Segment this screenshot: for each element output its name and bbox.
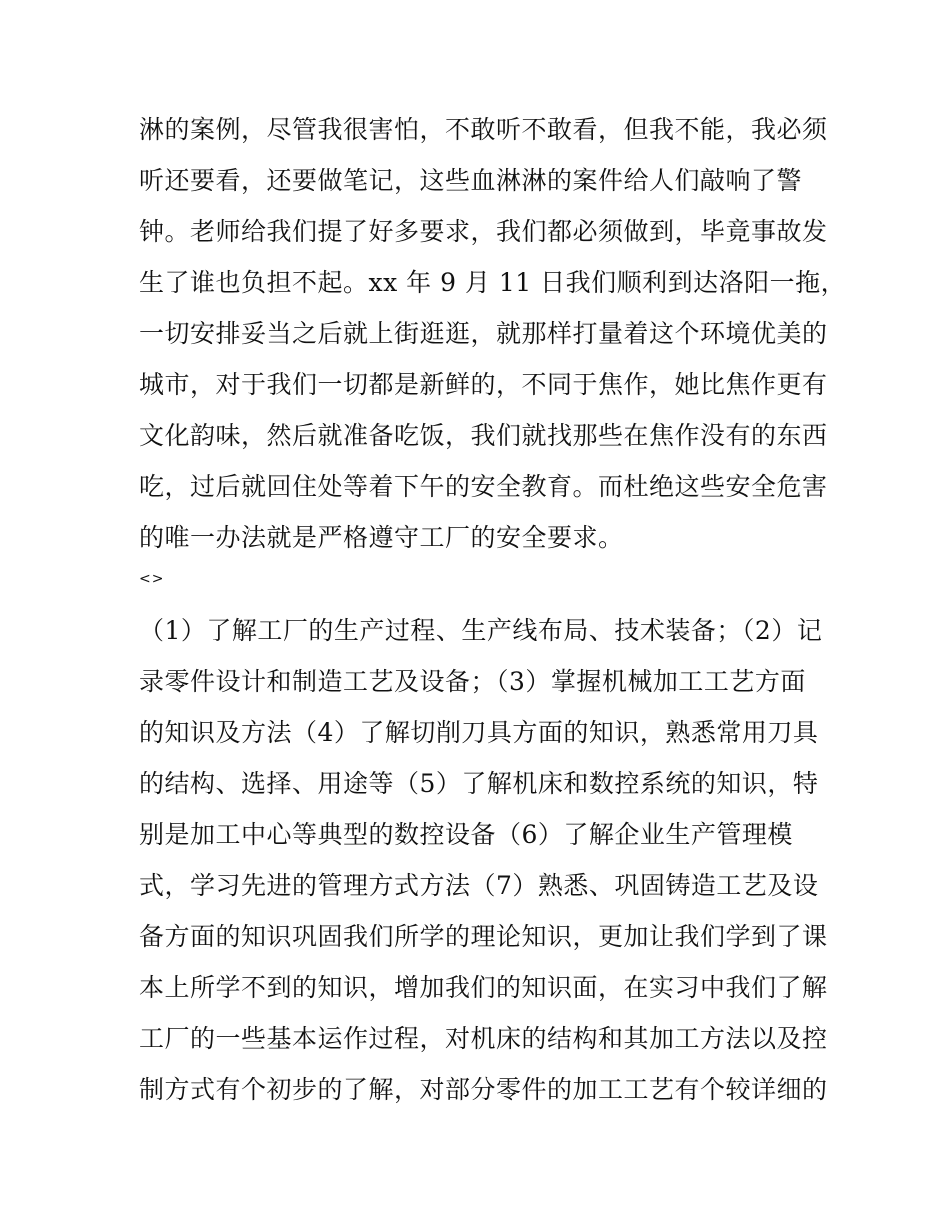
text-line: 别是加工中心等典型的数控设备（6）了解企业生产管理模 <box>139 820 793 849</box>
text-line: 的知识及方法（4）了解切削刀具方面的知识，熟悉常用刀具 <box>139 718 819 747</box>
text-line: 文化韵味，然后就准备吃饭，我们就找那些在焦作没有的东西 <box>139 421 828 450</box>
text-line: 一切安排妥当之后就上街逛逛，就那样打量着这个环境优美的 <box>139 319 828 348</box>
text-line: 钟。老师给我们提了好多要求，我们都必须做到，毕竟事故发 <box>139 217 828 246</box>
text-line: 吃，过后就回住处等着下午的安全教育。而杜绝这些安全危害 <box>139 472 828 501</box>
text-line: 本上所学不到的知识，增加我们的知识面，在实习中我们了解 <box>139 973 828 1002</box>
text-line: 式，学习先进的管理方式方法（7）熟悉、巩固铸造工艺及设 <box>139 871 819 900</box>
text-line: 生了谁也负担不起。xx 年 9 月 11 日我们顺利到达洛阳一拖， <box>139 268 847 297</box>
text-line: 录零件设计和制造工艺及设备；（3）掌握机械加工工艺方面 <box>139 667 806 696</box>
text-line: 备方面的知识巩固我们所学的理论知识，更加让我们学到了课 <box>139 922 828 951</box>
text-line: 听还要看，还要做笔记，这些血淋淋的案件给人们敲响了警 <box>139 166 803 195</box>
text-line: 城市，对于我们一切都是新鲜的，不同于焦作，她比焦作更有 <box>139 370 828 399</box>
section-marker: <> <box>139 571 165 587</box>
text-line: （1）了解工厂的生产过程、生产线布局、技术装备；（2）记 <box>139 616 823 645</box>
text-line: 的结构、选择、用途等（5）了解机床和数控系统的知识，特 <box>139 769 819 798</box>
text-line: 制方式有个初步的了解，对部分零件的加工工艺有个较详细的 <box>139 1075 828 1104</box>
text-line: 的唯一办法就是严格遵守工厂的安全要求。 <box>139 523 624 552</box>
text-line: 淋的案例，尽管我很害怕，不敢听不敢看，但我不能，我必须 <box>139 115 828 144</box>
text-line: 工厂的一些基本运作过程，对机床的结构和其加工方法以及控 <box>139 1024 828 1053</box>
